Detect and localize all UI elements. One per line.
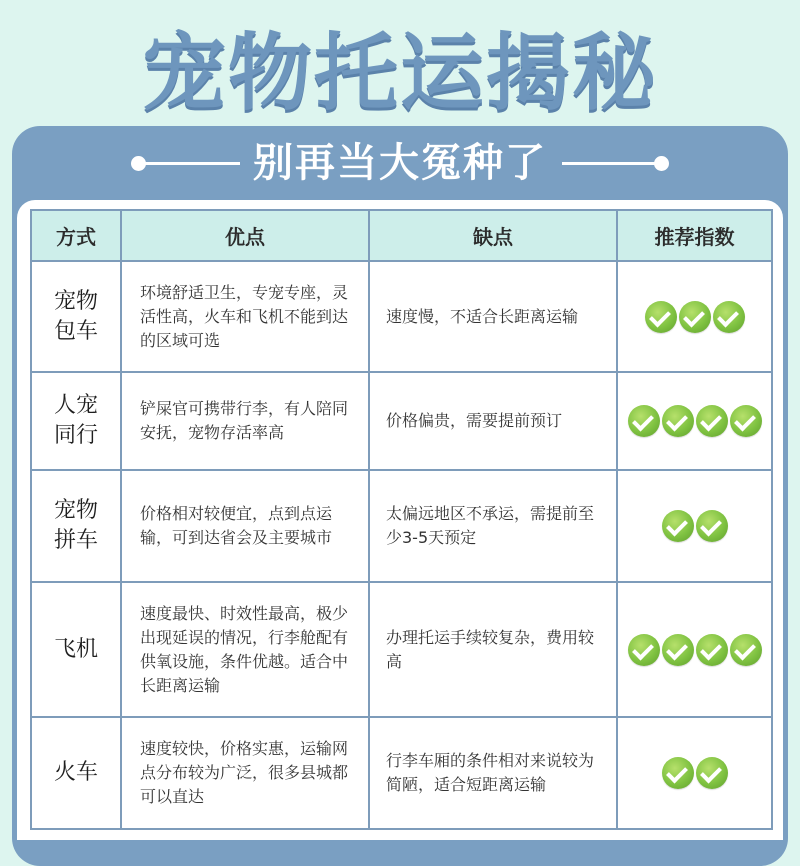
check-circle-icon <box>696 405 728 437</box>
check-circle-icon <box>730 405 762 437</box>
method-cell <box>31 470 121 582</box>
check-circle-icon <box>713 301 745 333</box>
comparison-table-container <box>17 200 783 840</box>
table-row <box>31 470 772 582</box>
rating-cell <box>617 261 772 372</box>
pros-cell <box>121 717 369 829</box>
method-cell <box>31 582 121 717</box>
page-title: 宠物托运揭秘 <box>141 24 658 122</box>
check-circle-icon <box>696 757 728 789</box>
cons-cell <box>369 582 617 717</box>
check-circle-icon <box>662 634 694 666</box>
check-circle-icon <box>662 405 694 437</box>
method-name-line1: 飞机 <box>53 636 98 662</box>
header-pros: 优点 <box>121 210 369 261</box>
check-circle-icon <box>730 634 762 666</box>
cons-text: 行李车厢的条件相对来说较为简陋，适合短距离运输 <box>386 751 595 794</box>
check-circle-icon <box>679 301 711 333</box>
cons-text: 办理托运手续较复杂，费用较高 <box>386 627 595 671</box>
pros-cell <box>121 261 369 372</box>
right-line-decoration <box>562 162 662 165</box>
rating-cell <box>617 582 772 717</box>
method-name-line1: 宠物 <box>53 498 98 523</box>
table-row <box>31 372 772 470</box>
comparison-table <box>30 209 773 830</box>
check-circle-icon <box>628 405 660 437</box>
pros-text: 速度最快、时效性最高，极少出现延误的情况，行李舱配有供氧设施，条件优越。适合中长距离运输 <box>140 603 349 695</box>
check-circle-icon <box>662 510 694 542</box>
rating-cell <box>617 372 772 470</box>
method-name-line1: 宠物 <box>53 288 98 314</box>
subtitle-banner <box>0 138 800 188</box>
method-name-line2: 同行 <box>53 423 98 448</box>
header-cons: 缺点 <box>369 210 617 261</box>
pros-text: 环境舒适卫生，专宠专座，灵活性高，火车和飞机不能到达的区域可选 <box>140 282 349 350</box>
rating-cell <box>617 717 772 829</box>
pros-text: 价格相对较便宜，点到点运输，可到达省会及主要城市 <box>140 504 333 547</box>
table-row <box>31 582 772 717</box>
method-name-line2: 拼车 <box>53 528 98 553</box>
check-circle-icon <box>628 634 660 666</box>
cons-text: 太偏远地区不承运，需提前至少3-5天预定 <box>386 504 595 547</box>
method-name-line1: 人宠 <box>53 393 98 418</box>
table-row <box>31 717 772 829</box>
method-cell <box>31 372 121 470</box>
right-dot-decoration <box>654 156 669 171</box>
cons-text: 价格偏贵，需要提前预订 <box>386 411 563 430</box>
check-circle-icon <box>696 634 728 666</box>
cons-cell <box>369 372 617 470</box>
rating-cell <box>617 470 772 582</box>
method-cell <box>31 717 121 829</box>
check-circle-icon <box>645 301 677 333</box>
pros-cell <box>121 582 369 717</box>
cons-cell <box>369 717 617 829</box>
cons-cell <box>369 261 617 372</box>
check-circle-icon <box>696 510 728 542</box>
cons-cell <box>369 470 617 582</box>
pros-text: 速度较快，价格实惠，运输网点分布较为广泛，很多县城都可以直达 <box>140 739 349 806</box>
header-rating: 推荐指数 <box>617 210 772 261</box>
check-circle-icon <box>662 757 694 789</box>
table-row <box>31 261 772 372</box>
cons-text: 速度慢，不适合长距离运输 <box>386 306 579 326</box>
method-name-line2: 包车 <box>53 318 98 344</box>
subtitle: 别再当大冤种了 <box>253 140 547 186</box>
pros-cell <box>121 372 369 470</box>
header-method: 方式 <box>31 210 121 261</box>
method-cell <box>31 261 121 372</box>
pros-cell <box>121 470 369 582</box>
table-header-row <box>31 210 772 261</box>
pros-text: 铲屎官可携带行李，有人陪同安抚，宠物存活率高 <box>140 399 349 442</box>
method-name-line1: 火车 <box>53 760 98 785</box>
